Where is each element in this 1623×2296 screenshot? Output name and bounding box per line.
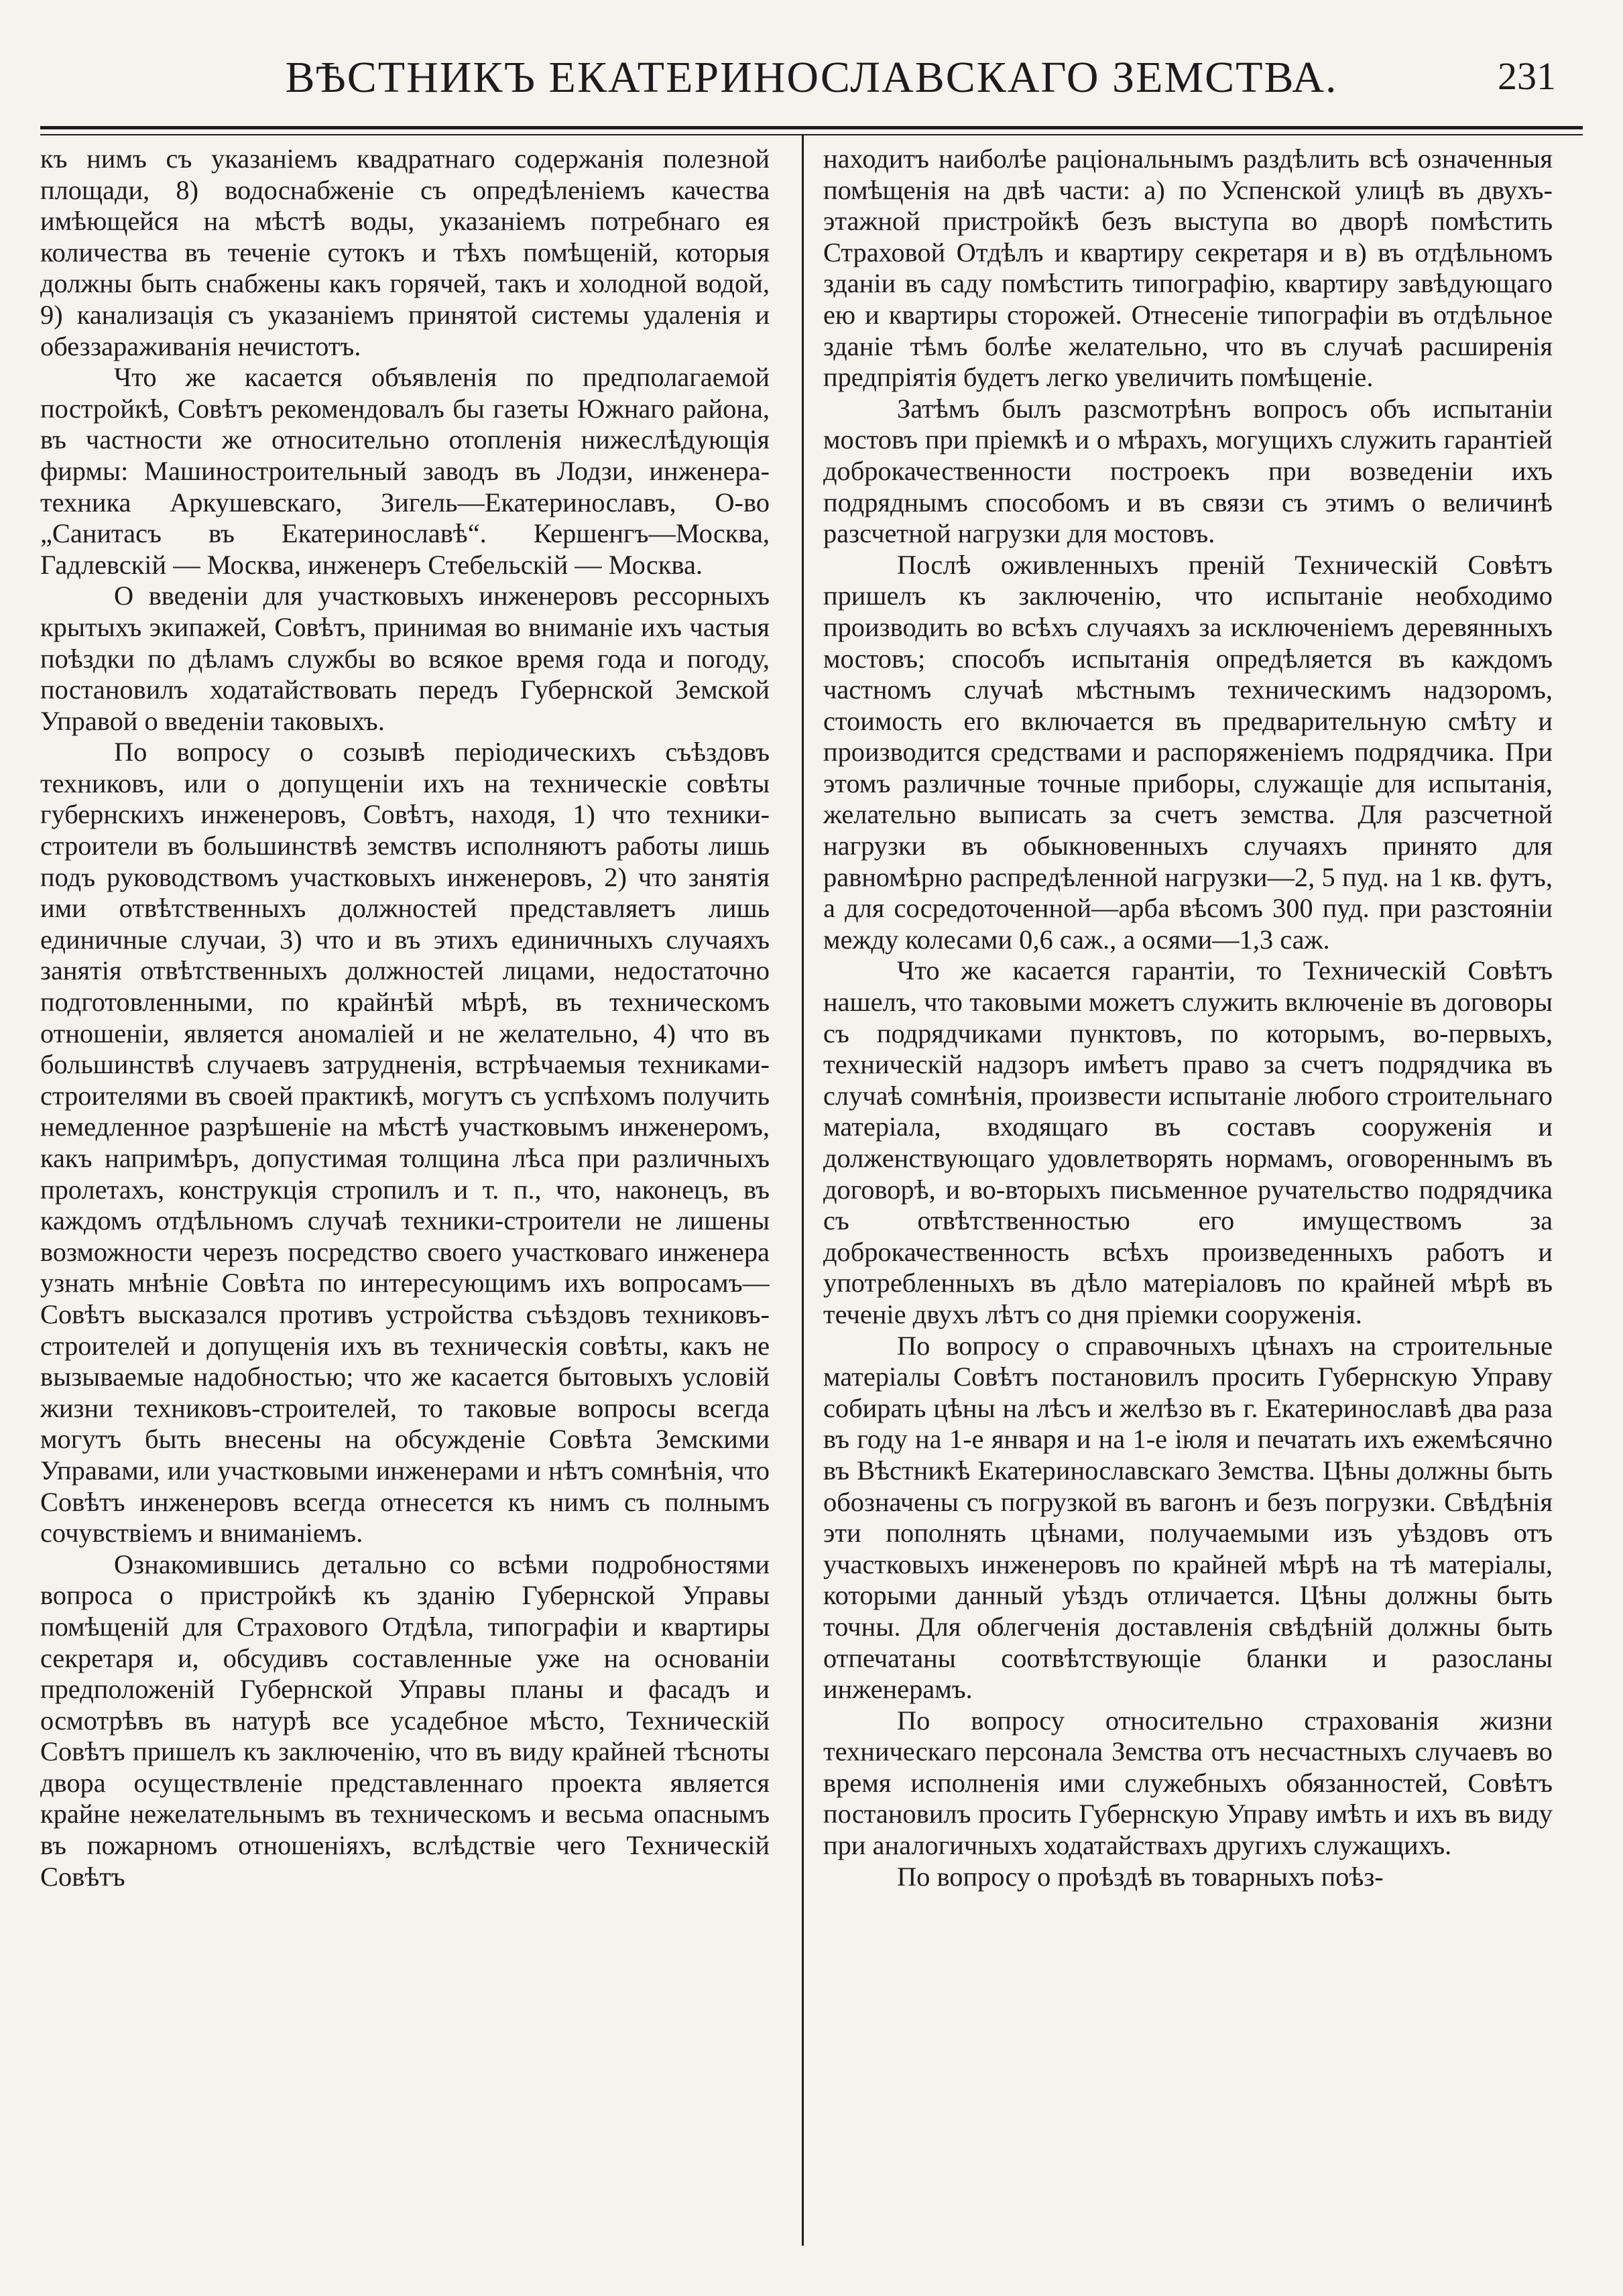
paragraph: Затѣмъ былъ разсмотрѣнъ вопросъ объ испытаніи мостовъ при пріемкѣ и о мѣрахъ, могущихъ служить гарантіей доброкачественности построекъ при возведеніи ихъ подряднымъ способомъ и въ связи съ этимъ о величинѣ разсчетной нагрузки для мостовъ.: [823, 393, 1553, 549]
paragraph: По вопросу относительно страхованія жизни техническаго персонала Земства отъ несчастныхъ случаевъ во время исполненія ими служебныхъ обязанностей, Совѣтъ постановилъ просить Губернскую Управу имѣть и ихъ въ виду при аналогичныхъ ходатайствахъ другихъ служащихъ.: [823, 1705, 1553, 1861]
paragraph: По вопросу о справочныхъ цѣнахъ на строительные матеріалы Совѣтъ постановилъ просить Губернскую Управу собирать цѣны на лѣсъ и желѣзо въ г. Екатеринославѣ два раза въ году на 1-е января и на 1-е іюля и печатать ихъ ежемѣсячно въ Вѣстникѣ Екатеринославскаго Земства. Цѣны должны быть обозначены съ погрузкой въ вагонъ и безъ погрузки. Свѣдѣнія эти пополнять цѣнами, получаемыми изъ уѣздовъ отъ участковыхъ инженеровъ по крайней мѣрѣ на тѣ матеріалы, которыми данный уѣздъ отличается. Цѣны должны быть точны. Для облегченія доставленія свѣдѣній должны быть отпечатаны соотвѣтствующіе бланки и разосланы инженерамъ.: [823, 1330, 1553, 1705]
paragraph: находитъ наиболѣе раціональнымъ раздѣлить всѣ означенныя помѣщенія на двѣ части: а) по Успенской улицѣ въ двухъ-этажной пристройкѣ безъ выступа во дворѣ помѣстить Страховой Отдѣлъ и квартиру секретаря и в) въ отдѣльномъ зданіи въ саду помѣстить типографію, квартиру завѣдующаго ею и квартиры сторожей. Отнесеніе типографіи въ отдѣльное зданіе тѣмъ болѣе желательно, что въ случаѣ расширенія предпріятія будетъ легко увеличить помѣщеніе.: [823, 143, 1553, 393]
header-rule-thick: [40, 126, 1583, 129]
paragraph: Послѣ оживленныхъ преній Техническій Совѣтъ пришелъ къ заключенію, что испытаніе необходимо производить во всѣхъ случаяхъ за исключеніемъ деревянныхъ мостовъ; способъ испытанія опредѣляется въ каждомъ частномъ случаѣ мѣстнымъ техническимъ надзоромъ, стоимость его включается въ предварительную смѣту и производится средствами и распоряженіемъ подрядчика. При этомъ различные точные приборы, служащіе для испытанія, желательно выписать за счетъ земства. Для разсчетной нагрузки въ обыкновенныхъ случаяхъ принято для равномѣрно распредѣленной нагрузки—2, 5 пуд. на 1 кв. футъ, а для сосредоточенной—арба вѣсомъ 300 пуд. при разстояніи между колесами 0,6 саж., а осями—1,3 саж.: [823, 549, 1553, 955]
right-column: [823, 143, 1553, 2255]
paragraph: Что же касается гарантіи, то Техническій Совѣтъ нашелъ, что таковыми можетъ служить включеніе въ договоры съ подрядчиками пунктовъ, по которымъ, во-первыхъ, техническій надзоръ имѣетъ право за счетъ подрядчика въ случаѣ сомнѣнія, произвести испытаніе любого строительнаго матеріала, входящаго въ составъ сооруженія и долженствующаго удовлетворять нормамъ, оговореннымъ въ договорѣ, и во-вторыхъ письменное ручательство подрядчика съ отвѣтственностью его имуществомъ за доброкачественность всѣхъ произведенныхъ работъ и употребленныхъ въ дѣло матеріаловъ по крайней мѣрѣ въ теченіе двухъ лѣтъ со дня пріемки сооруженія.: [823, 955, 1553, 1329]
header-rule-thin: [40, 134, 1583, 135]
paragraph: По вопросу о созывѣ періодическихъ съѣздовъ техниковъ, или о допущеніи ихъ на техническіе совѣты губернскихъ инженеровъ, Совѣтъ, находя, 1) что техники-строители въ большинствѣ земствъ исполняютъ работы лишь подъ руководствомъ участковыхъ инженеровъ, 2) что занятія ими отвѣтственныхъ должностей представляетъ лишь единичные случаи, 3) что и въ этихъ единичныхъ случаяхъ занятія отвѣтственныхъ должностей лицами, недостаточно подготовленными, по крайнѣй мѣрѣ, въ техническомъ отношеніи, является аномаліей и не желательно, 4) что въ большинствѣ случаевъ затрудненія, встрѣчаемыя техниками-строителями въ своей практикѣ, могутъ съ успѣхомъ получить немедленное разрѣшеніе на мѣстѣ участковымъ инженеромъ, какъ напримѣръ, допустимая толщина лѣса при различныхъ пролетахъ, конструкція стропилъ и т. п., что, наконецъ, въ каждомъ отдѣльномъ случаѣ техники-строители не лишены возможности черезъ посредство своего участковаго инженера узнать мнѣніе Совѣта по интересующимъ ихъ вопросамъ—Совѣтъ высказался противъ устройства съѣздовъ техниковъ-строителей и допущенія ихъ въ техническія совѣты, какъ не вызываемые надобностью; что же касается бытовыхъ условій жизни техниковъ-строителей, то таковые вопросы всегда могутъ быть внесены на обсужденіе Совѣта Земскими Управами, или участковыми инженерами и нѣтъ сомнѣнія, что Совѣтъ инженеровъ всегда отнесется къ нимъ съ полнымъ сочувствіемъ и вниманіемъ.: [40, 737, 770, 1549]
column-divider: [802, 134, 804, 2246]
paragraph: О введеніи для участковыхъ инженеровъ рессорныхъ крытыхъ экипажей, Совѣтъ, принимая во вниманіе ихъ частыя поѣздки по дѣламъ службы во всякое время года и погоду, постановилъ ходатайствовать передъ Губернской Земской Управой о введеніи таковыхъ.: [40, 581, 770, 736]
paragraph: Ознакомившись детально со всѣми подробностями вопроса о пристройкѣ къ зданію Губернской Управы помѣщеній для Страхового Отдѣла, типографіи и квартиры секретаря и, обсудивъ составленные уже на основаніи предположеній Губернской Управы планы и фасадъ и осмотрѣвъ въ натурѣ все усадебное мѣсто, Техническій Совѣтъ пришелъ къ заключенію, что въ виду крайней тѣсноты двора осуществленіе представленнаго проекта является крайне нежелательнымъ въ техническомъ и весьма опаснымъ въ пожарномъ отношеніяхъ, вслѣдствіе чего Техническій Совѣтъ: [40, 1549, 770, 1892]
paragraph: къ нимъ съ указаніемъ квадратнаго содержанія полезной площади, 8) водоснабженіе съ опредѣленіемъ качества имѣющейся на мѣстѣ воды, указаніемъ потребнаго ея количества въ теченіе сутокъ и тѣхъ помѣщеній, которыя должны быть снабжены какъ горячей, такъ и холодной водой, 9) канализація съ указаніемъ принятой системы удаленія и обеззараживанія нечистотъ.: [40, 143, 770, 361]
page-number: 231: [1498, 54, 1556, 98]
running-header: [40, 40, 1583, 121]
paragraph: По вопросу о проѣздѣ въ товарныхъ поѣз-: [897, 1861, 1384, 1892]
paragraph: Что же касается объявленія по предполагаемой постройкѣ, Совѣтъ рекомендовалъ бы газеты Южнаго района, въ частности же относительно отопленія нижеслѣдующія фирмы: Машиностроительный заводъ въ Лодзи, инженера-техника Аркушевскаго, Зигель—Екатеринославъ, О-во „Санитасъ въ Екатеринославѣ“. Кершенгъ—Москва, Гадлевскій — Москва, инженеръ Стебельскій — Москва.: [40, 362, 770, 580]
left-column: [40, 143, 770, 2255]
journal-title: ВѢСТНИКЪ ЕКАТЕРИНОСЛАВСКАГО ЗЕМСТВА.: [285, 53, 1338, 102]
